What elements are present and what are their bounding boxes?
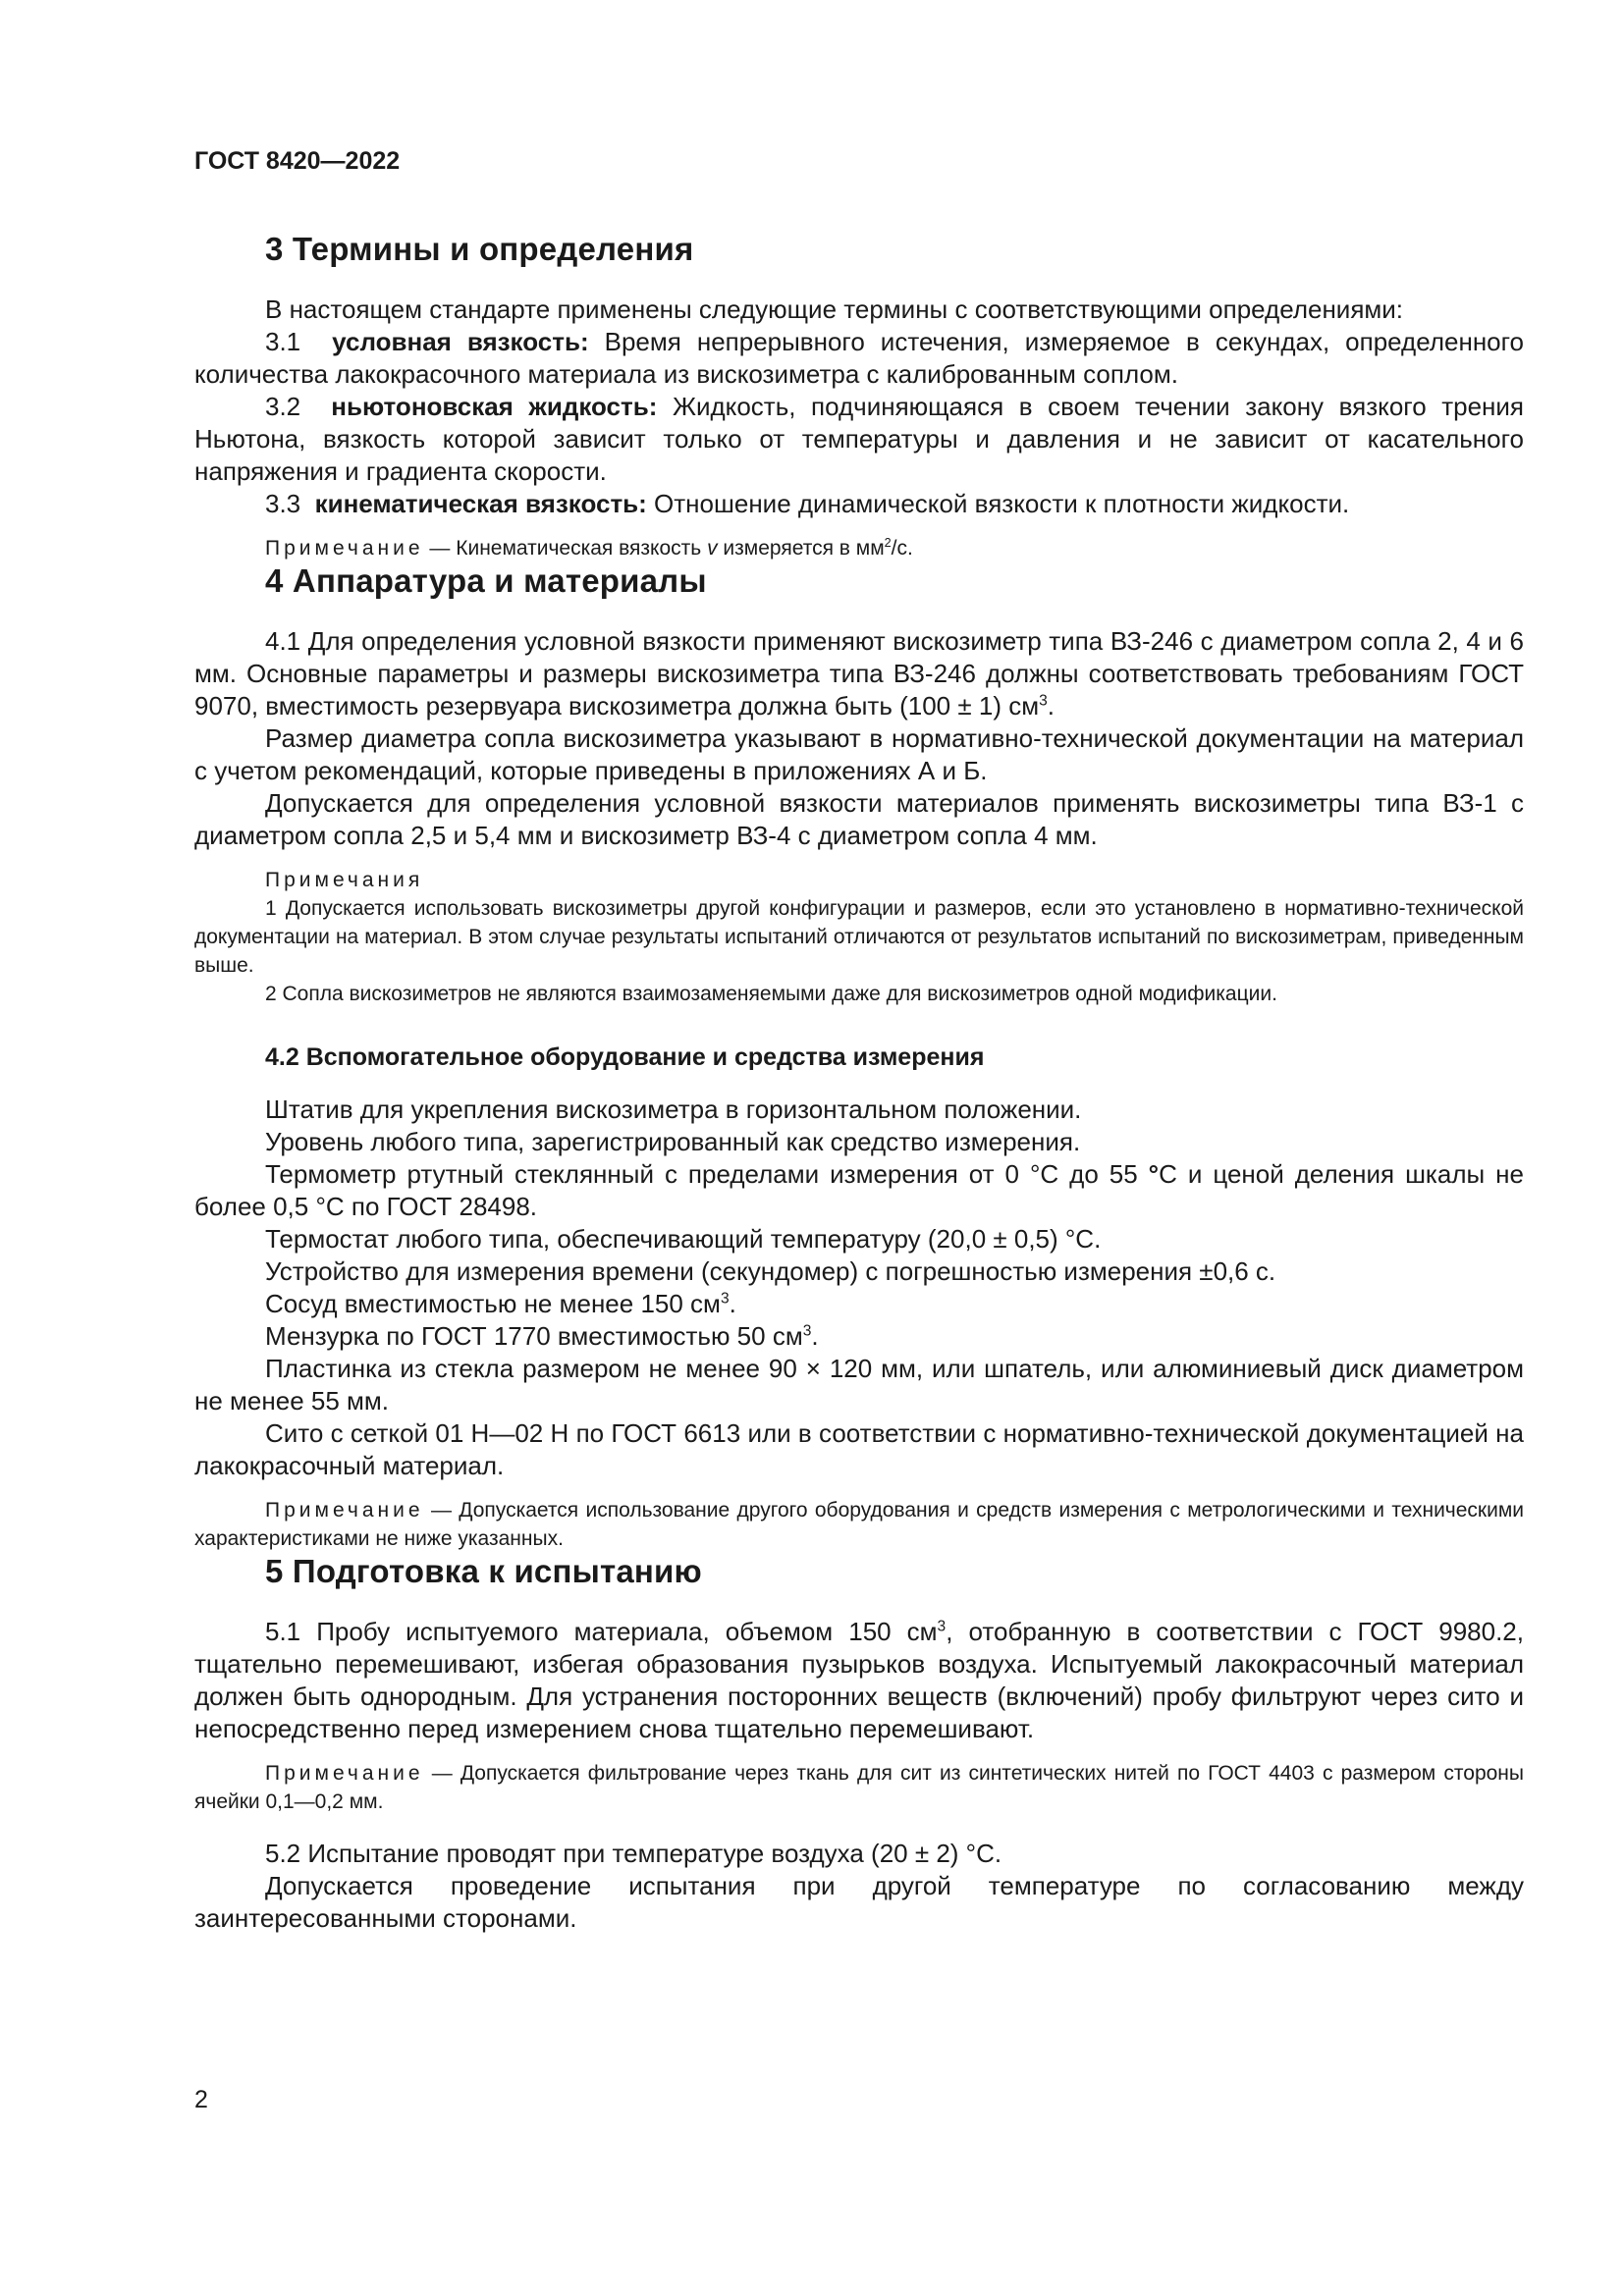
note-text: — Допускается использование другого оборудования и средств измерения с метрологическими и техническими характеристиками не ниже указанных. xyxy=(194,1499,1524,1550)
equipment-item: Сито с сеткой 01 Н—02 Н по ГОСТ 6613 или в соответствии с нормативно-технической документацией на лакокрасочный материал. xyxy=(194,1418,1524,1480)
term-3-1 xyxy=(194,326,1524,391)
section-5-note xyxy=(194,1759,1524,1816)
term-3-3-name: кинематическая вязкость: xyxy=(314,489,647,518)
paragraph-text: . xyxy=(729,1289,736,1318)
notes-label: Примечания xyxy=(265,869,424,891)
term-3-2-name: ньютоновская жидкость: xyxy=(331,392,658,421)
note-label: Примечание xyxy=(265,1499,424,1522)
section-4-notes-label xyxy=(194,866,1524,894)
paragraph-text: Сосуд вместимостью не менее 150 см xyxy=(265,1289,721,1318)
paragraph-4-1-3: Допускается для определения условной вязкости материалов применять вискозиметры типа ВЗ-1 с диаметром сопла 2,5 и 5,4 мм и вискозиметр ВЗ-4 с диаметром сопла 4 мм. xyxy=(194,788,1524,850)
superscript: 3 xyxy=(720,1290,730,1308)
paragraph-text: . xyxy=(1047,691,1055,721)
paragraph-text: . xyxy=(811,1321,819,1351)
degree-sign: ° xyxy=(1148,1159,1160,1189)
note-symbol: v xyxy=(707,537,718,560)
paragraph-text: С и ценой деления шкалы не более 0,5 °С по ГОСТ 28498. xyxy=(194,1159,1524,1221)
note-text: — Допускается фильтрование через ткань для сит из синтетических нитей по ГОСТ 4403 с размером стороны ячейки 0,1—0,2 мм. xyxy=(194,1762,1524,1813)
term-3-2-definition: Жидкость, подчиняющаяся в своем течении закону вязкого трения Ньютона, вязкость которой зависит только от температуры и давления и не зависит от касательного напряжения и градиента скорости. xyxy=(194,392,1525,486)
note-label: Примечание xyxy=(265,537,424,560)
note-text: измеряется в мм xyxy=(723,537,885,560)
equipment-item xyxy=(194,1158,1524,1223)
document-header: ГОСТ 8420—2022 xyxy=(194,147,401,175)
subsection-4-2-note xyxy=(194,1496,1524,1553)
note-label: Примечание xyxy=(265,1762,424,1785)
equipment-item: Пластинка из стекла размером не менее 90 × 120 мм, или шпатель, или алюминиевый диск диаметром не менее 55 мм. xyxy=(194,1354,1524,1415)
note-text: — Кинематическая вязкость xyxy=(429,537,702,560)
section-3-title: 3 Термины и определения xyxy=(265,231,694,267)
paragraph-text: Мензурка по ГОСТ 1770 вместимостью 50 см xyxy=(265,1321,803,1351)
section-3-intro: В настоящем стандарте применены следующие термины с соответствующими определениями: xyxy=(265,294,1404,324)
term-3-2 xyxy=(194,391,1524,488)
paragraph-4-1-2: Размер диаметра сопла вискозиметра указывают в нормативно-технической документации на материал с учетом рекомендаций, которые приведены в приложениях А и Б. xyxy=(194,723,1524,785)
equipment-item: Штатив для укрепления вискозиметра в горизонтальном положении. xyxy=(265,1095,1082,1124)
subsection-4-2-title: 4.2 Вспомогательное оборудование и средства измерения xyxy=(265,1043,985,1071)
note-text: /с. xyxy=(891,537,913,560)
paragraph-5-2-2: Допускается проведение испытания при другой температуре по согласованию между заинтересованными сторонами. xyxy=(194,1871,1524,1933)
superscript: 3 xyxy=(802,1322,812,1340)
term-3-3-definition: Отношение динамической вязкости к плотности жидкости. xyxy=(654,489,1350,518)
section-4-note-2: 2 Сопла вискозиметров не являются взаимозаменяемыми даже для вискозиметров одной модификации. xyxy=(265,983,1277,1005)
term-3-1-definition: Время непрерывного истечения, измеряемое в секундах, определенного количества лакокрасочного материала из вискозиметра с калиброванным соплом. xyxy=(194,327,1525,389)
superscript: 2 xyxy=(884,536,892,550)
term-3-1-name: условная вязкость: xyxy=(332,327,589,356)
equipment-item: Уровень любого типа, зарегистрированный как средство измерения. xyxy=(265,1127,1081,1156)
page-number: 2 xyxy=(194,2086,208,2113)
paragraph-text: 4.1 Для определения условной вязкости применяют вискозиметр типа ВЗ-246 с диаметром сопла 2, 4 и 6 мм. Основные параметры и размеры вискозиметра типа ВЗ-246 должны соответствовать требованиям ГОСТ 9070, вместимость резервуара вискозиметра должна быть (100 ± 1) см xyxy=(194,626,1524,721)
equipment-item xyxy=(194,1320,1524,1353)
paragraph-text: Термометр ртутный стеклянный с пределами измерения от 0 °С до 55 xyxy=(265,1159,1149,1189)
paragraph-text: 5.1 Пробу испытуемого материала, объемом 150 см xyxy=(265,1617,938,1646)
term-3-3-number: 3.3 xyxy=(265,489,301,518)
term-3-2-number: 3.2 xyxy=(265,392,301,421)
section-3-note xyxy=(194,534,1524,562)
superscript: 3 xyxy=(1039,692,1048,710)
paragraph-text: , отобранную в соответствии с ГОСТ 9980.2, тщательно перемешивают, избегая образования пузырьков воздуха. Испытуемый лакокрасочный материал должен быть однородным. Для устранения посторонних веществ (включений) пробу фильтруют через сито и непосредственно перед измерением снова тщательно перемешивают. xyxy=(194,1617,1524,1743)
equipment-item: Термостат любого типа, обеспечивающий температуру (20,0 ± 0,5) °С. xyxy=(265,1224,1102,1254)
section-4-note-1: 1 Допускается использовать вискозиметры другой конфигурации и размеров, если это установлено в нормативно-технической документации на материал. В этом случае результаты испытаний отличаются от результатов испытаний по вискозиметрам, приведенным выше. xyxy=(194,897,1524,977)
superscript: 3 xyxy=(937,1618,947,1635)
section-5-title: 5 Подготовка к испытанию xyxy=(265,1553,702,1589)
paragraph-5-1 xyxy=(194,1616,1524,1745)
section-4-title: 4 Аппаратура и материалы xyxy=(265,562,707,599)
equipment-item: Устройство для измерения времени (секундомер) с погрешностью измерения ±0,6 с. xyxy=(265,1256,1276,1286)
term-3-1-number: 3.1 xyxy=(265,327,301,356)
term-3-3 xyxy=(194,488,1524,520)
equipment-item xyxy=(194,1288,1524,1320)
paragraph-5-2: 5.2 Испытание проводят при температуре воздуха (20 ± 2) °С. xyxy=(265,1839,1002,1868)
paragraph-4-1 xyxy=(194,625,1524,722)
